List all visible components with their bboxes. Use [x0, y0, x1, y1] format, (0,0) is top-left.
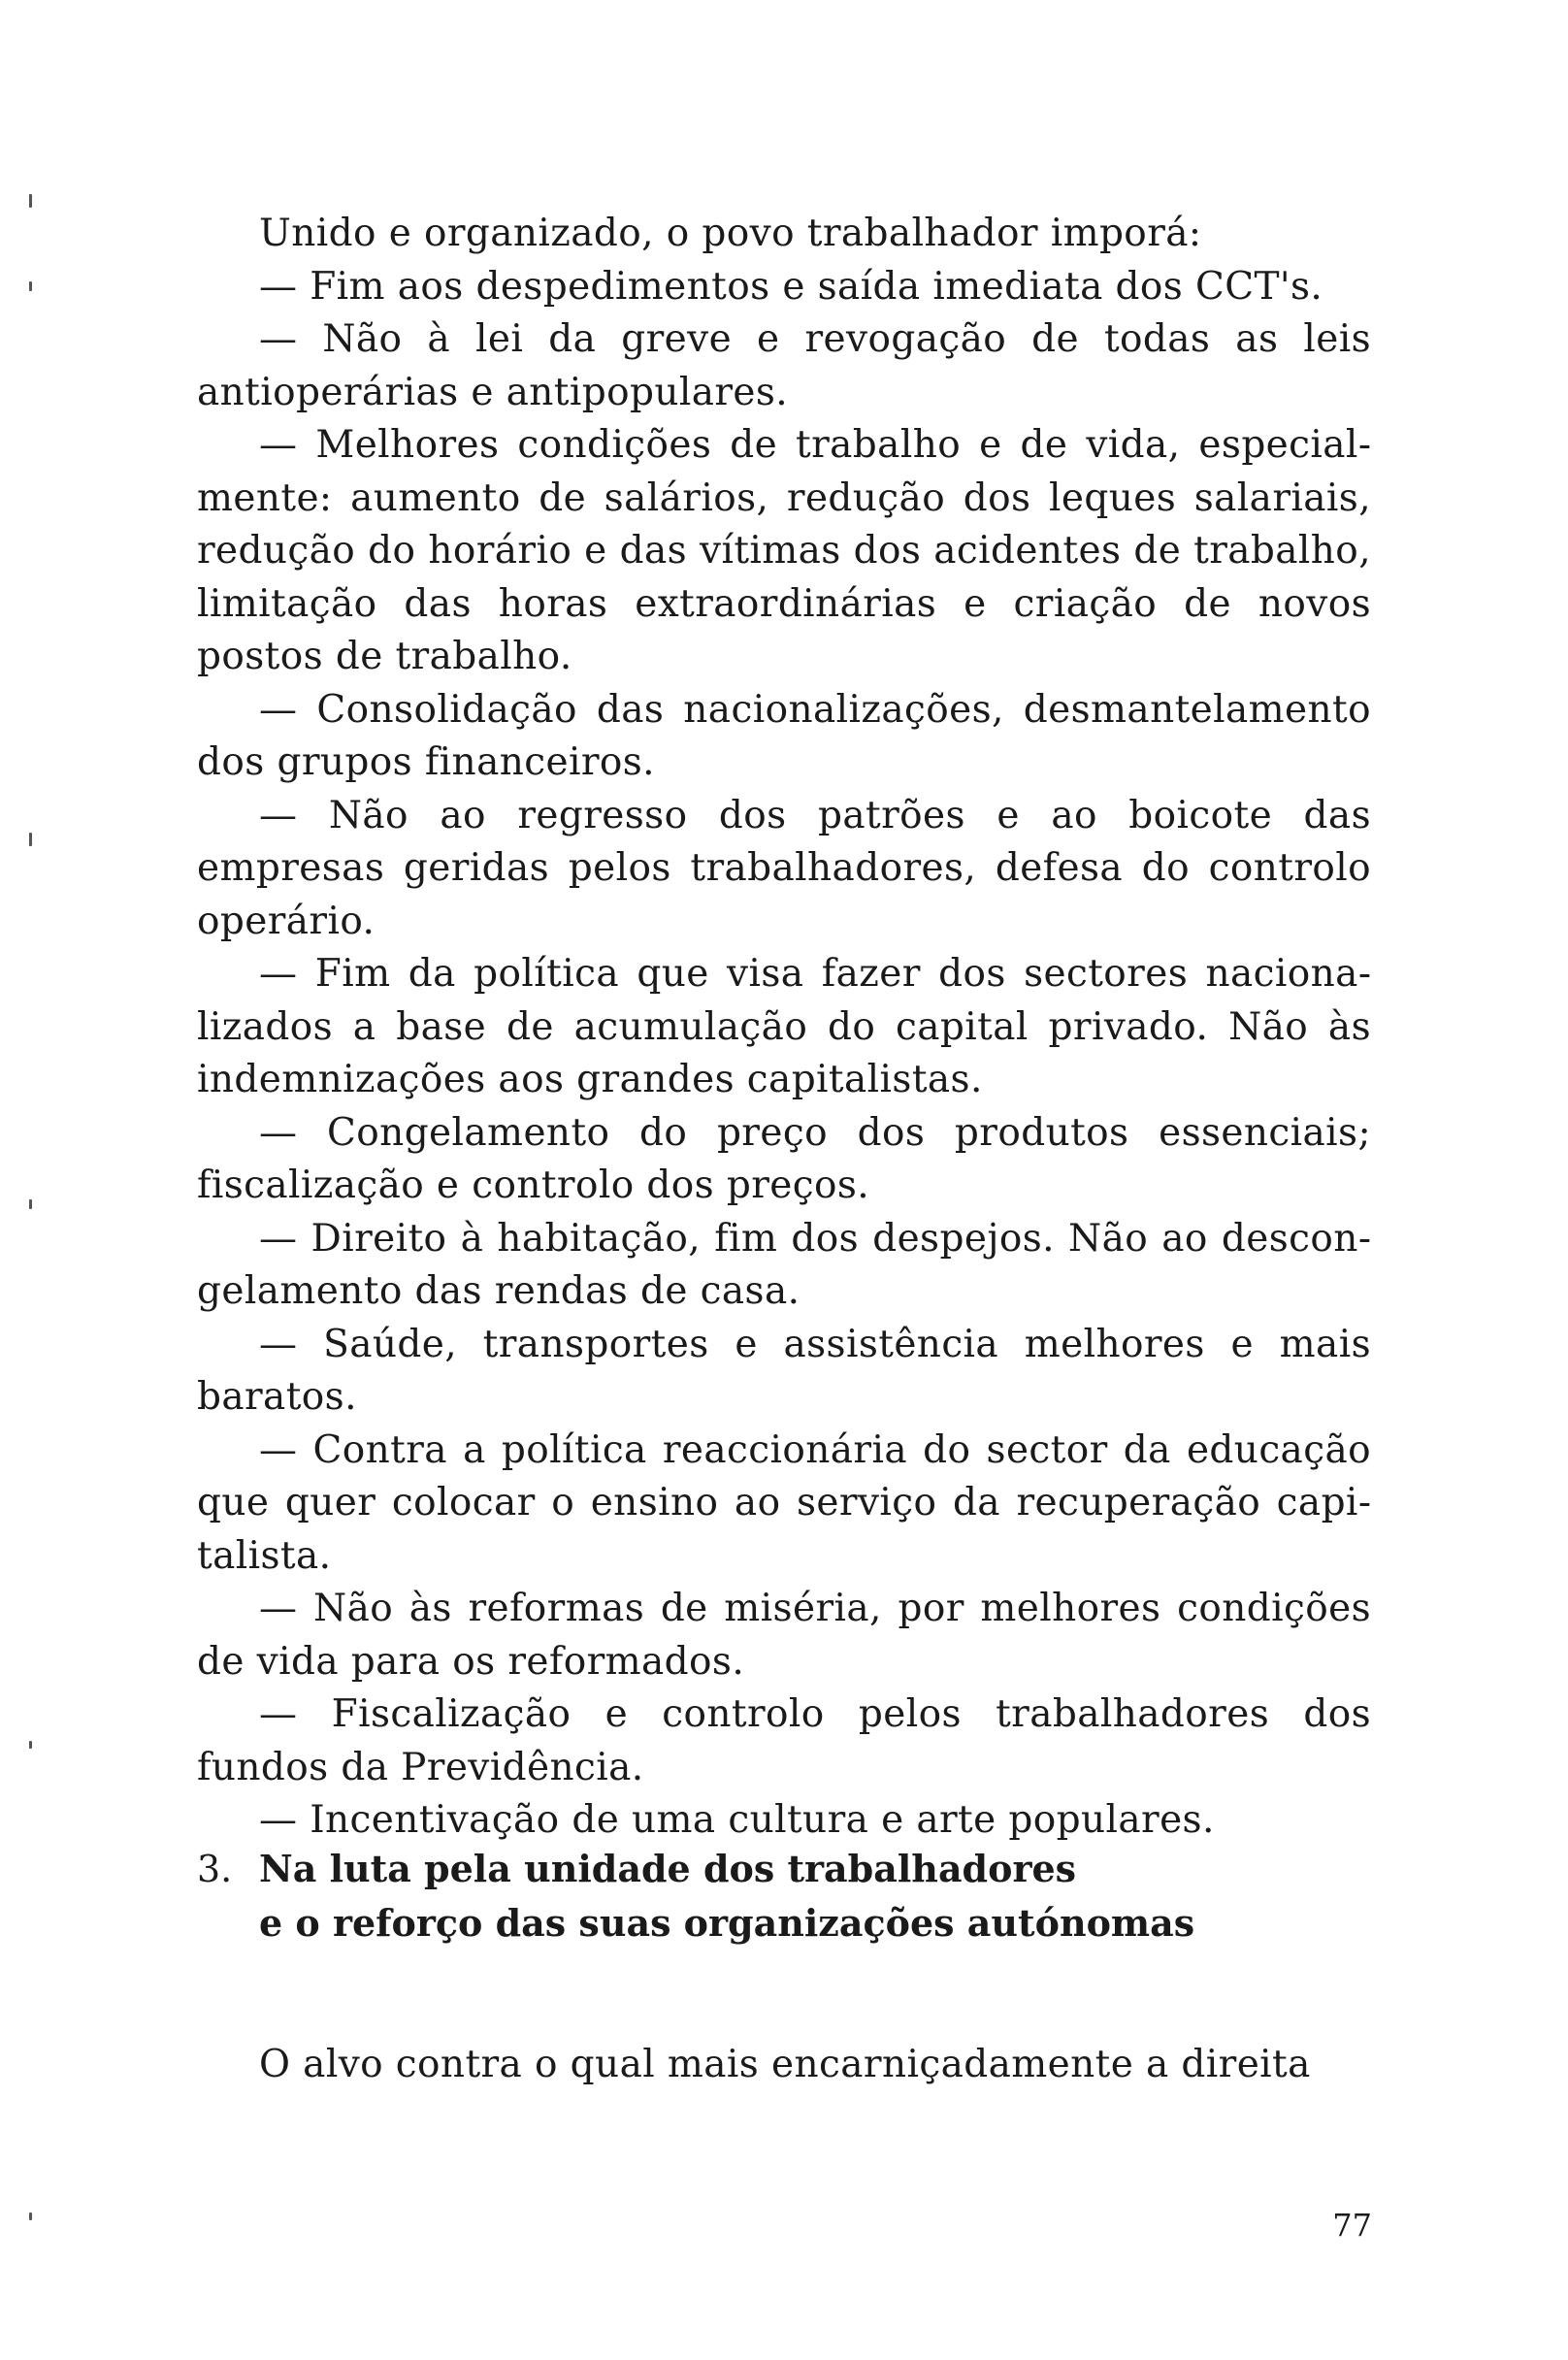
list-item: — Não à lei da greve e revogação de todas as leis antioperárias e antipopulares. — [197, 317, 1371, 414]
list-item: — Incentivação de uma cultura e arte populares. — [259, 1798, 1215, 1842]
list-item: — Fim aos despedimentos e saída imediata dos CCT's. — [259, 264, 1323, 309]
scan-margin-mark — [29, 833, 32, 846]
intro-paragraph: Unido e organizado, o povo trabalhador imporá: — [259, 212, 1202, 255]
scan-margin-mark — [29, 2212, 32, 2220]
body-text — [197, 208, 1371, 1848]
list-item: — Direito à habitação, fim dos despejos. Não ao descongelamento das rendas de casa. — [197, 1216, 1371, 1313]
scan-margin-mark — [29, 1199, 32, 1209]
page-number: 77 — [1332, 2207, 1372, 2244]
list-item: — Fim da política que visa fazer dos sectores nacionalizados a base de acumulação do capital privado. Não às indemnizações aos grandes capitalistas. — [197, 952, 1371, 1101]
closing-paragraph: O alvo contra o qual mais encarniçadamente a direita — [259, 2043, 1311, 2086]
section-heading — [197, 1842, 1371, 1950]
list-item: — Fiscalização e controlo pelos trabalhadores dos fundos da Previdência. — [197, 1692, 1371, 1789]
list-item: — Consolidação das nacionalizações, desmantelamento dos grupos financeiros. — [197, 687, 1371, 784]
closing-text — [197, 2038, 1371, 2091]
section-title-line-1: Na luta pela unidade dos trabalhadores — [259, 1847, 1077, 1890]
list-item: — Congelamento do preço dos produtos essenciais; fiscalização e controlo dos preços. — [197, 1110, 1371, 1207]
section-title-line-2: e o reforço das suas organizações autónomas — [259, 1901, 1195, 1945]
scan-margin-mark — [29, 281, 32, 291]
scan-margin-mark — [29, 194, 32, 208]
section-number: 3. — [197, 1848, 233, 1890]
scan-margin-mark — [29, 1741, 32, 1749]
list-item: — Melhores condições de trabalho e de vida, especialmente: aumento de salários, redução dos leques salariais, redução do horário e das vítimas dos acidentes de trabalho, limitação das horas extraordinárias e criação de novos postos de trabalho. — [197, 423, 1371, 678]
list-item: — Não ao regresso dos patrões e ao boicote das empresas geridas pelos trabalhadores, defesa do controlo operário. — [197, 793, 1371, 943]
list-item: — Não às reformas de miséria, por melhores condições de vida para os reformados. — [197, 1587, 1371, 1684]
list-item: — Contra a política reaccionária do sector da educação que quer colocar o ensino ao serviço da recuperação capitalista. — [197, 1427, 1371, 1578]
list-item: — Saúde, transportes e assistência melhores e mais baratos. — [197, 1322, 1371, 1419]
